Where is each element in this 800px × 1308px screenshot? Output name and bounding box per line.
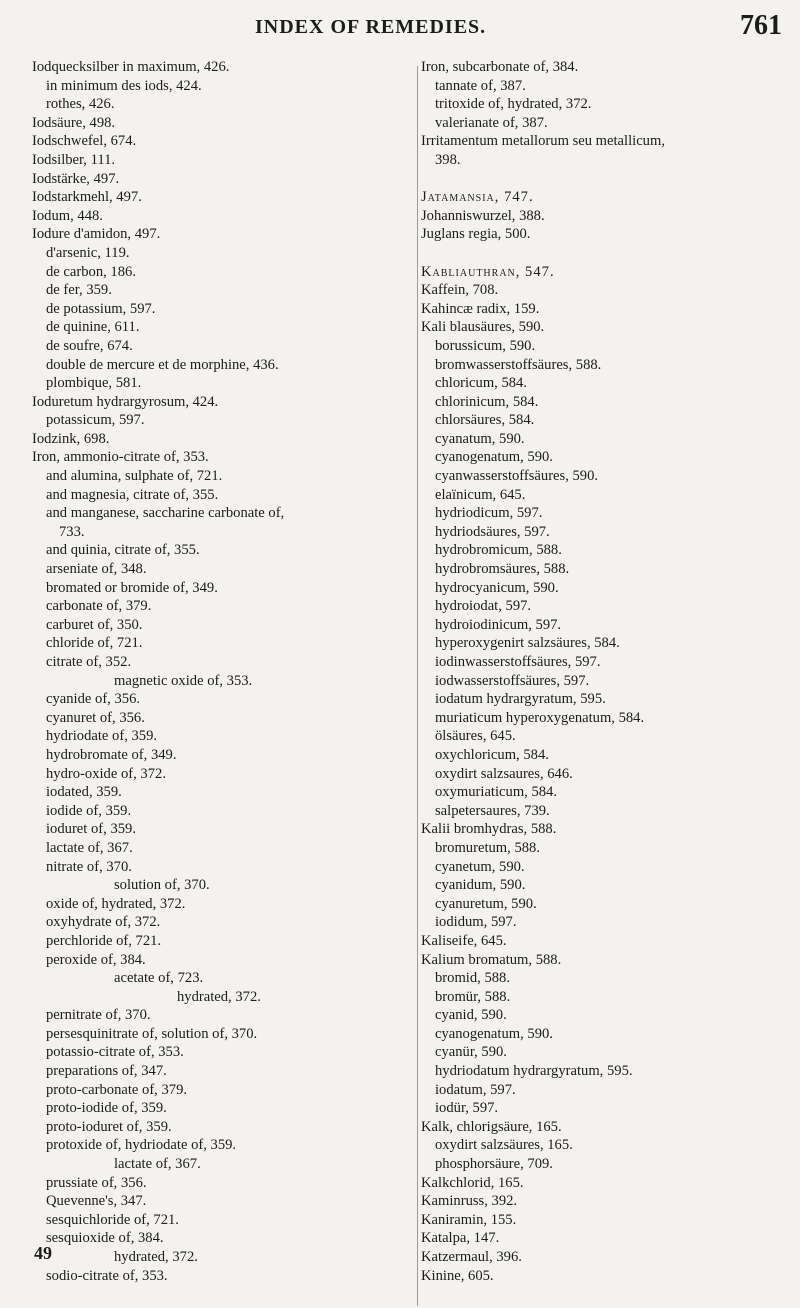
index-entry: iodür, 597. [435, 1100, 499, 1117]
index-entry: d'arsenic, 119. [46, 244, 130, 261]
index-entry: hydroiodinicum, 597. [435, 616, 562, 633]
index-column-left [32, 58, 472, 1285]
index-entry: sesquioxide of, 384. [46, 1230, 164, 1247]
index-entry: hydrated, 372. [177, 988, 261, 1005]
index-entry: perchloride of, 721. [46, 932, 162, 949]
index-entry: hydrated, 372. [114, 1249, 198, 1265]
index-entry: hydrobromicum, 588. [435, 542, 562, 559]
index-entry: cyanide of, 356. [46, 691, 141, 708]
index-entry: acetate of, 723. [114, 970, 204, 987]
index-entry: hydrobromsäures, 588. [435, 561, 570, 578]
index-entry: double de mercure et de morphine, 436. [46, 356, 279, 373]
index-entry: Kahincæ radix, 159. [421, 300, 540, 317]
index-entry: bromid, 588. [435, 970, 510, 987]
index-entry: Iodsilber, 111. [32, 151, 116, 168]
index-entry: bromwasserstoffsäures, 588. [435, 356, 602, 373]
index-entry: Iodstärke, 497. [32, 170, 120, 187]
index-entry: proto-iodide of, 359. [46, 1100, 167, 1117]
index-entry: arseniate of, 348. [46, 561, 147, 578]
index-entry: oxyhydrate of, 372. [46, 914, 161, 931]
index-entry: Kabliauthran, 547. [421, 263, 555, 280]
index-entry: pernitrate of, 370. [46, 1007, 151, 1024]
page-number: 761 [740, 10, 782, 41]
index-entry: iodated, 359. [46, 784, 122, 801]
index-entry: iodatum, 597. [435, 1081, 516, 1098]
index-entry: rothes, 426. [46, 96, 115, 113]
index-entry: proto-ioduret of, 359. [46, 1118, 172, 1135]
index-entry: cyanuretum, 590. [435, 895, 537, 912]
index-entry: ölsäures, 645. [435, 728, 516, 745]
index-entry: proto-carbonate of, 379. [46, 1081, 188, 1098]
index-entry: Irritamentum metallorum seu metallicum, [421, 133, 665, 150]
index-entry: cyanetum, 590. [435, 858, 525, 875]
index-entry: in minimum des iods, 424. [46, 77, 202, 94]
index-entry: preparations of, 347. [46, 1063, 167, 1080]
index-column-right [421, 58, 799, 1285]
index-entry: cyanatum, 590. [435, 430, 525, 447]
index-entry: Kalium bromatum, 588. [421, 951, 562, 968]
index-entry: chloride of, 721. [46, 635, 143, 652]
index-entry: Kinine, 605. [421, 1267, 494, 1284]
index-entry: hydro-oxide of, 372. [46, 765, 166, 782]
index-entry: Kaniramin, 155. [421, 1211, 517, 1228]
index-entry: de soufre, 674. [46, 337, 133, 354]
index-entry: persesquinitrate of, solution of, 370. [46, 1025, 258, 1042]
index-entry: Quevenne's, 347. [46, 1193, 147, 1210]
index-entry: iodidum, 597. [435, 914, 517, 931]
index-entry [421, 244, 799, 263]
index-entry: chloricum, 584. [435, 375, 528, 392]
index-entry: Iodzink, 698. [32, 430, 110, 447]
index-entry: Kaffein, 708. [421, 282, 499, 299]
signature-mark: 49 [34, 1243, 52, 1263]
index-entry: cyanogenatum, 590. [435, 1025, 553, 1042]
index-entry: prussiate of, 356. [46, 1174, 147, 1191]
index-entry: ioduret of, 359. [46, 821, 136, 838]
index-entry: protoxide of, hydriodate of, 359. [46, 1137, 237, 1154]
index-entry: iodide of, 359. [46, 802, 132, 819]
index-entry: Kali blausäures, 590. [421, 319, 545, 336]
index-entry: Johanniswurzel, 388. [421, 207, 545, 224]
index-entry [421, 170, 799, 189]
index-entry: Iron, subcarbonate of, 384. [421, 59, 579, 75]
index-entry: carbonate of, 379. [46, 598, 152, 615]
index-entry: hyperoxygenirt salzsäures, 584. [435, 635, 620, 652]
index-entry: sodio-citrate of, 353. [46, 1267, 168, 1284]
index-entry: 398. [435, 151, 461, 168]
index-entry: Ioduretum hydrargyrosum, 424. [32, 393, 219, 410]
index-entry: cyanwasserstoffsäures, 590. [435, 468, 599, 485]
index-entry: Katalpa, 147. [421, 1230, 500, 1247]
index-entry: elaïnicum, 645. [435, 486, 526, 503]
index-entry: borussicum, 590. [435, 337, 536, 354]
index-entry: hydriodsäures, 597. [435, 523, 550, 540]
index-entry: Kalii bromhydras, 588. [421, 821, 557, 838]
index-entry: hydriodatum hydrargyratum, 595. [435, 1063, 633, 1080]
index-entry: hydrobromate of, 349. [46, 746, 177, 763]
index-entry: Kaminruss, 392. [421, 1193, 518, 1210]
index-entry: and manganese, saccharine carbonate of, [46, 505, 285, 522]
index-entry: tannate of, 387. [435, 77, 526, 94]
index-entry: sesquichloride of, 721. [46, 1211, 179, 1228]
index-entry: peroxide of, 384. [46, 951, 146, 968]
index-entry: salpetersaures, 739. [435, 802, 550, 819]
index-entry: oxydirt salzsaures, 646. [435, 765, 573, 782]
index-entry: hydriodate of, 359. [46, 728, 158, 745]
index-entry: hydriodicum, 597. [435, 505, 543, 522]
index-entry: hydroiodat, 597. [435, 598, 532, 615]
index-entry: muriaticum hyperoxygenatum, 584. [435, 709, 645, 726]
page-header [0, 6, 800, 46]
index-entry: Kalkchlorid, 165. [421, 1174, 524, 1191]
index-entry: valerianate of, 387. [435, 114, 548, 131]
index-entry: tritoxide of, hydrated, 372. [435, 96, 592, 113]
column-divider [417, 66, 418, 1306]
index-entry: chlorinicum, 584. [435, 393, 539, 410]
index-entry: iodatum hydrargyratum, 595. [435, 691, 606, 708]
index-entry: bromuretum, 588. [435, 839, 540, 856]
index-entry: solution of, 370. [114, 877, 210, 894]
index-entry: nitrate of, 370. [46, 858, 132, 875]
index-entry: cyanogenatum, 590. [435, 449, 553, 466]
index-entry: and quinia, citrate of, 355. [46, 542, 200, 559]
index-entry: Iodschwefel, 674. [32, 133, 137, 150]
index-entry: Iodum, 448. [32, 207, 103, 224]
index-entry: Iodstarkmehl, 497. [32, 189, 142, 206]
index-entry: 733. [59, 523, 85, 540]
index-entry: plombique, 581. [46, 375, 142, 392]
index-entry: carburet of, 350. [46, 616, 143, 633]
index-entry: Iron, ammonio-citrate of, 353. [32, 449, 209, 466]
index-entry: de fer, 359. [46, 282, 112, 299]
index-entry: Iodure d'amidon, 497. [32, 226, 161, 243]
index-entry: lactate of, 367. [114, 1156, 201, 1173]
index-entry: magnetic oxide of, 353. [114, 672, 253, 689]
index-entry: and alumina, sulphate of, 721. [46, 468, 223, 485]
index-entry: lactate of, 367. [46, 839, 133, 856]
index-entry: Kaliseife, 645. [421, 932, 507, 949]
index-entry: hydrocyanicum, 590. [435, 579, 559, 596]
running-title: INDEX OF REMEDIES. [255, 16, 487, 38]
index-entry: potassicum, 597. [46, 412, 145, 429]
index-entry: cyanidum, 590. [435, 877, 526, 894]
index-entry: de carbon, 186. [46, 263, 136, 280]
index-entry: iodinwasserstoffsäures, 597. [435, 654, 601, 670]
index-entry: phosphorsäure, 709. [435, 1156, 553, 1173]
index-entry: and magnesia, citrate of, 355. [46, 486, 219, 503]
index-entry: Iodsäure, 498. [32, 114, 116, 131]
index-entry: iodwasserstoffsäures, 597. [435, 672, 590, 689]
index-entry: cyanür, 590. [435, 1044, 507, 1061]
index-entry: cyanuret of, 356. [46, 709, 145, 726]
index-entry: citrate of, 352. [46, 654, 132, 670]
index-entry: Kalk, chlorigsäure, 165. [421, 1118, 562, 1135]
index-entry: de quinine, 611. [46, 319, 140, 336]
index-entry: bromür, 588. [435, 988, 511, 1005]
index-entry: chlorsäures, 584. [435, 412, 535, 429]
index-entry: bromated or bromide of, 349. [46, 579, 218, 596]
index-entry: Katzermaul, 396. [421, 1249, 522, 1265]
index-entry: potassio-citrate of, 353. [46, 1044, 184, 1061]
index-entry: oxide of, hydrated, 372. [46, 895, 186, 912]
index-entry: oxydirt salzsäures, 165. [435, 1137, 573, 1154]
index-entry: oxychloricum, 584. [435, 746, 549, 763]
index-entry: Jatamansia, 747. [421, 189, 534, 206]
index-entry: oxymuriaticum, 584. [435, 784, 558, 801]
index-entry: cyanid, 590. [435, 1007, 507, 1024]
index-entry: de potassium, 597. [46, 300, 156, 317]
index-entry: Iodquecksilber in maximum, 426. [32, 59, 230, 75]
index-entry: Juglans regia, 500. [421, 226, 531, 243]
